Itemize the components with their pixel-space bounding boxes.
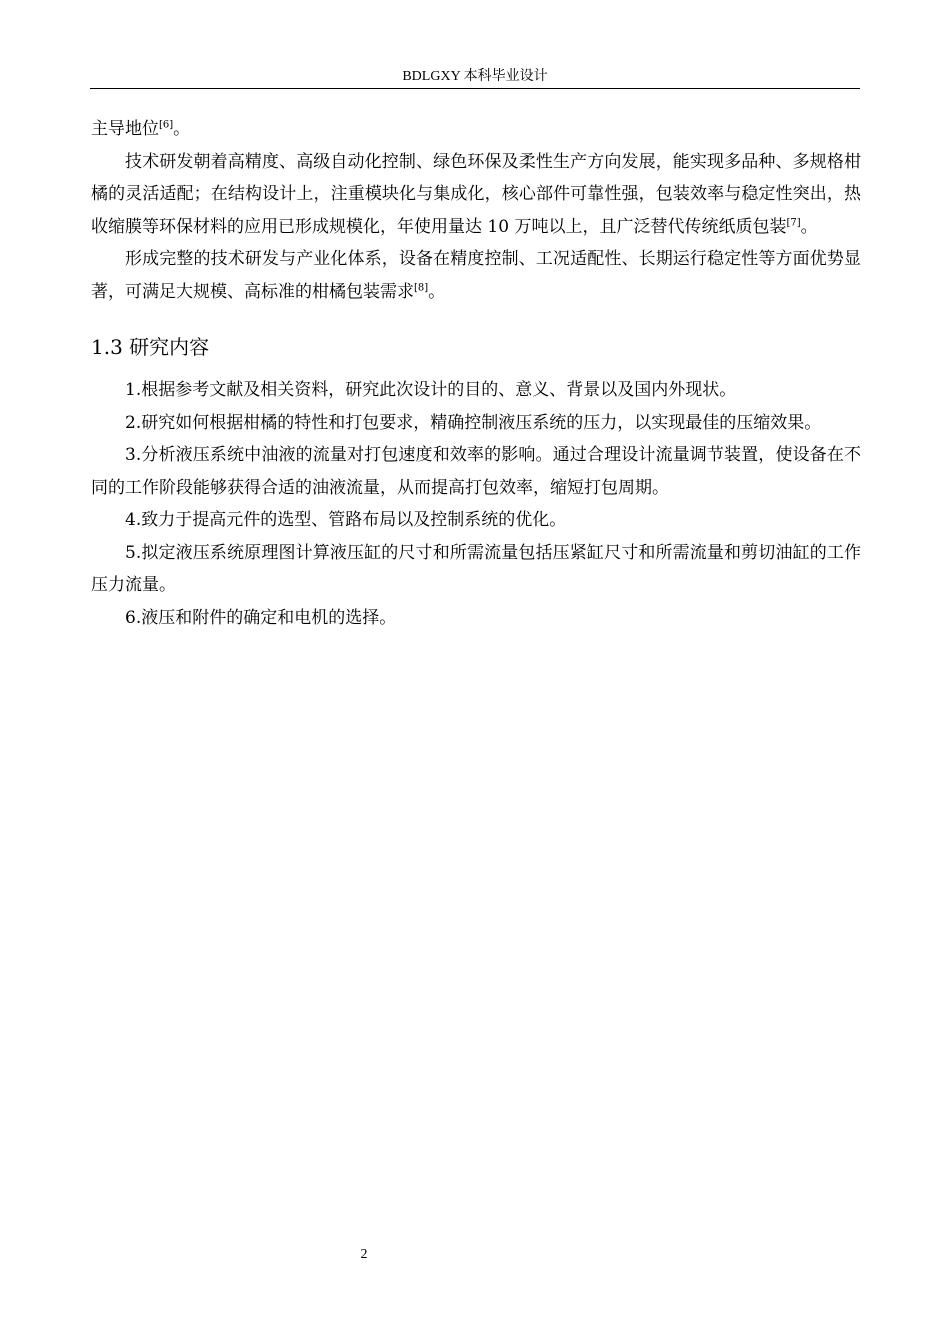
document-body: [91, 113, 861, 634]
paragraph-1-tail: 。: [173, 119, 191, 139]
paragraph-2-text: 技术研发朝着高精度、高级自动化控制、绿色环保及柔性生产方向发展，能实现多品种、多规格柑橘的灵活适配；在结构设计上，注重模块化与集成化，核心部件可靠性强，包装效率与稳定性突出，热收缩膜等环保材料的应用已形成规模化，年使用量达 10 万吨以上，且广泛替代传统纸质包装: [91, 151, 861, 237]
research-item-2: 2.研究如何根据柑橘的特性和打包要求，精确控制液压系统的压力，以实现最佳的压缩效果。: [125, 412, 822, 433]
citation-7: [7]: [786, 216, 801, 228]
citation-6: [6]: [159, 119, 174, 131]
page-header: [90, 67, 860, 89]
research-item-4: 4.致力于提高元件的选型、管路布局以及控制系统的优化。: [125, 510, 567, 530]
paragraph-3: [91, 243, 861, 308]
paragraph-3-tail: 。: [428, 281, 446, 302]
header-title: BDLGXY 本科毕业设计: [402, 69, 548, 84]
paragraph-1-text: 主导地位: [91, 119, 159, 139]
research-item-1: 1.根据参考文献及相关资料，研究此次设计的目的、意义、背景以及国内外现状。: [125, 380, 737, 400]
paragraph-2: [91, 146, 861, 244]
section-heading: 1.3 研究内容: [91, 335, 210, 359]
page-footer: [0, 1247, 728, 1263]
page-number: 2: [360, 1247, 368, 1262]
citation-8: [8]: [414, 281, 429, 293]
research-item-6: 6.液压和附件的确定和电机的选择。: [125, 607, 397, 628]
research-item-3: 3.分析液压系统中油液的流量对打包速度和效率的影响。通过合理设计流量调节装置，使设备在不同的工作阶段能够获得合适的油液流量，从而提高打包效率，缩短打包周期。: [91, 445, 861, 498]
paragraph-1: [91, 113, 861, 146]
research-item-5: 5.拟定液压系统原理图计算液压缸的尺寸和所需流量包括压紧缸尺寸和所需流量和剪切油缸的工作压力流量。: [91, 542, 861, 595]
paragraph-2-tail: 。: [800, 216, 818, 237]
paragraph-3-text: 形成完整的技术研发与产业化体系，设备在精度控制、工况适配性、长期运行稳定性等方面优势显著，可满足大规模、高标准的柑橘包装需求: [91, 249, 861, 302]
